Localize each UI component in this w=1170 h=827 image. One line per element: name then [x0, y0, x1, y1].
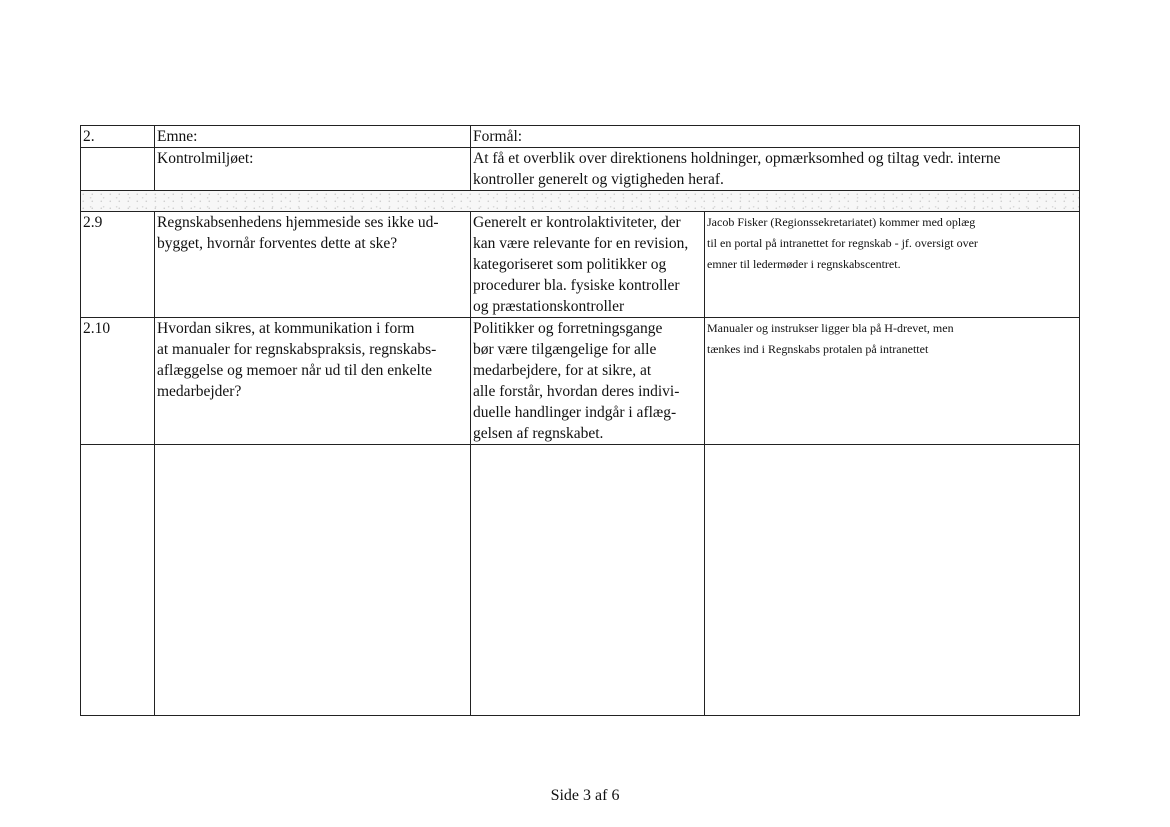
purpose-cell: Politikker og forretningsgange bør være tilgængelige for alle medarbejdere, for at sikre, at alle forstår, hvordan deres indivi- duelle handlinger indgår i aflæg- gelsen af regnskabet.	[471, 318, 705, 445]
topic-purpose-cell: At få et overblik over direktionens holdninger, opmærksomhed og tiltag vedr. interne kontroller generelt og vigtigheden heraf.	[471, 148, 1080, 191]
separator-row	[81, 191, 1080, 212]
topic-row	[81, 148, 1080, 191]
empty-cell	[471, 445, 705, 716]
shaded-separator	[81, 191, 1080, 212]
topic-label-cell: Emne:	[155, 126, 471, 148]
table-row	[81, 318, 1080, 445]
answer-cell: Manualer og instrukser ligger bla på H-drevet, men tænkes ind i Regnskabs protalen på intranettet	[705, 318, 1080, 445]
question-cell: Regnskabsenhedens hjemmeside ses ikke ud- bygget, hvornår forventes dette at ske?	[155, 212, 471, 318]
topic-name-cell: Kontrolmiljøet:	[155, 148, 471, 191]
page-number: Side 3 af 6	[550, 787, 620, 804]
answer-cell: Jacob Fisker (Regionssekretariatet) kommer med oplæg til en portal på intranettet for regnskab - jf. oversigt over emner til ledermøder i regnskabscentret.	[705, 212, 1080, 318]
section-number-cell: 2.	[81, 126, 155, 148]
purpose-label-cell: Formål:	[471, 126, 1080, 148]
table-header-row	[81, 126, 1080, 148]
control-environment-table	[80, 125, 1080, 716]
row-number-cell: 2.9	[81, 212, 155, 318]
topic-number-cell	[81, 148, 155, 191]
empty-cell	[705, 445, 1080, 716]
empty-row	[81, 445, 1080, 716]
row-number-cell: 2.10	[81, 318, 155, 445]
purpose-cell: Generelt er kontrolaktiviteter, der kan være relevante for en revision, kategoriseret som politikker og procedurer bla. fysiske kontroller og præstationskontroller	[471, 212, 705, 318]
table-row	[81, 212, 1080, 318]
empty-cell	[81, 445, 155, 716]
empty-cell	[155, 445, 471, 716]
question-cell: Hvordan sikres, at kommunikation i form at manualer for regnskabspraksis, regnskabs- aflæggelse og memoer når ud til den enkelte medarbejder?	[155, 318, 471, 445]
